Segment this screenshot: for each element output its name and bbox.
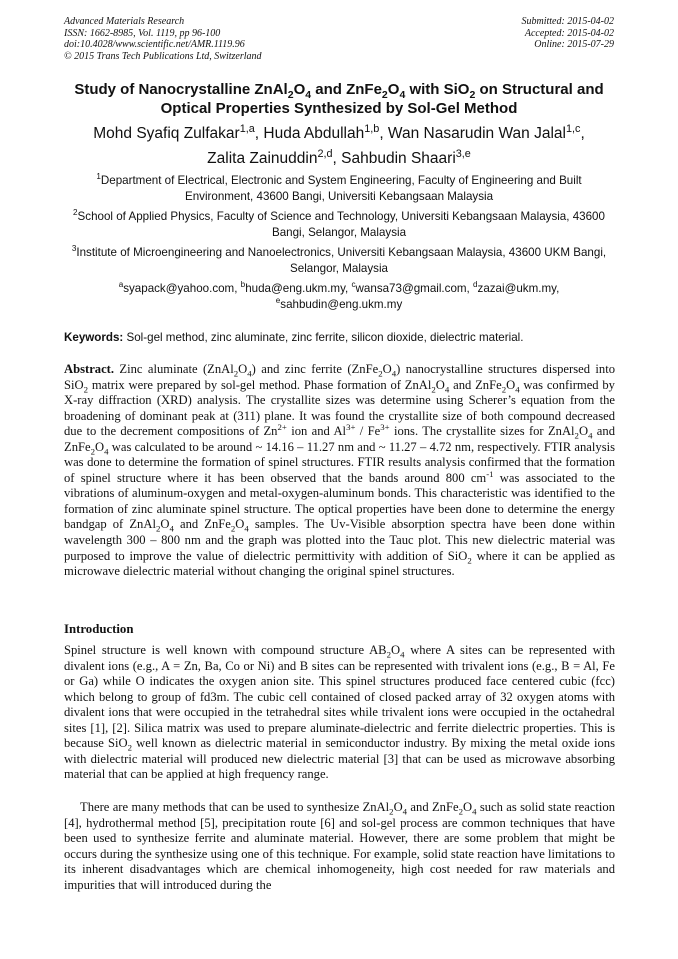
journal-name: Advanced Materials Research: [64, 16, 185, 27]
email-link[interactable]: sahbudin@eng.ukm.my: [280, 297, 403, 311]
keywords-label: Keywords:: [64, 331, 124, 344]
paper-title: Study of Nanocrystalline $ZnAl_2O_4$ and $ZnFe_2O_4$ with SiO$_2$ on Structural and Optical Properties Synthesized by Sol-Gel Method: [74, 81, 604, 117]
email-link[interactable]: huda@eng.ukm.my,: [245, 282, 352, 295]
submitted-date: Submitted: 2015-04-02: [521, 16, 614, 27]
affiliation-2: $^2$School of Applied Physics, Faculty of Science and Technology, Universiti Kebangsaan Malaysia, 43600 Bangi, Selangor, Malaysia: [73, 208, 605, 239]
author-name: , Sahbudin Shaari: [332, 150, 456, 167]
doi[interactable]: doi:10.4028/www.scientific.net/AMR.1119.96: [64, 39, 245, 51]
introduction-heading: Introduction: [64, 622, 134, 636]
author-name: Mohd Syafiq Zulfakar: [93, 125, 240, 142]
affiliation-3: $^3$Institute of Microengineering and Nanoelectronics, Universiti Kebangsaan Malaysia, 43600 UKM Bangi, Selangor, Malaysia: [71, 244, 607, 275]
keywords-text: Sol-gel method, zinc aluminate, zinc ferrite, silicon dioxide, dielectric material.: [123, 331, 524, 344]
email-link[interactable]: syapack@yahoo.com,: [123, 282, 241, 295]
keywords: [64, 330, 624, 345]
online-date: Online: 2015-07-29: [534, 39, 614, 51]
author-name: Zalita Zainuddin: [207, 150, 318, 167]
issn-volume: ISSN: 1662-8985, Vol. 1119, pp 96-100: [64, 27, 221, 39]
author-emails: $^a$syapack@yahoo.com, $^b$huda@eng.ukm.my, $^c$wansa73@gmail.com, $^d$zazai@ukm.my, $^e$sahbudin@eng.ukm.my: [118, 280, 560, 311]
copyright: © 2015 Trans Tech Publications Ltd, Switzerland: [64, 50, 262, 62]
introduction-paragraph-2: There are many methods that can be used to synthesize $ZnAl_2O_4$ and $ZnFe_2O_4$ such as solid state reaction [4], hydrothermal method [5], precipitation route [6] and sol-gel process are common techniques that have been used to synthesize ferrite and aluminate material. However, there are some problem that might be occurs during the synthesize using one of this technique. For example, solid state reaction have limitations to its inherent disadvantages which are chemical inhomogeneity, high cost needed for raw materials and impurities that will introduced during the: [64, 800, 615, 892]
email-link[interactable]: zazai@ukm.my,: [477, 282, 560, 295]
introduction-paragraph-1: Spinel structure is well known with compound structure $AB_2O_4$ where A sites can be represented with divalent ions (e.g., A = Zn, Ba, Co or Ni) and B sites can be represented with trivalent ions (e.g., B = Al, Fe or Ga) while O indicates the oxygen anion site. This spinel structures produced face centered cubic (fcc) which belong to group of fd3m. The cubic cell contained of closed packed array of 32 oxygen atoms with divalent ions that were occupied in the tetrahedral sites while trivalent ions were occupied in the octahedral sites [1], [2]. Silica matrix was used to prepare aluminate-dielectric and ferrite dielectric properties. This is because SiO$_2$ well known as dielectric material in semiconductor industry. By mixing the metal oxide ions with dielectric material will produced new dielectric material [3] that can be used as microwave absorbing material that can be applied at high frequency range.: [64, 643, 616, 782]
author-list: Mohd Syafiq Zulfakar$^{1,a}$, Huda Abdullah$^{1,b}$, Wan Nasarudin Wan Jalal$^{1,c}$, Zalita Zainuddin$^{2,d}$, Sahbudin Shaari$^{3,e}$: [93, 122, 585, 167]
abstract: Abstract. Zinc aluminate $(ZnAl_2O_4)$ and zinc ferrite $(ZnFe_2O_4)$ nanocrystalline structures dispersed into SiO$_2$ matrix were prepared by sol-gel method. Phase formation of $ZnAl_2O_4$ and $ZnFe_2O_4$ was confirmed by X-ray diffraction (XRD) analysis. The crystallite sizes was determine using Scherer’s equation from the broadening of dominant peak at (311) plane. It was found the crystallite size of both compound decreased due to the decrement compositions of $Zn^{2+}$ ion and $Al^{3+} / Fe^{3+}$ ions. The crystallite sizes for $ZnAl_2O_4$ and $ZnFe_2O_4$ was calculated to be around ~ 14.16 – 11.27 nm and ~ 11.27 – 4.72 nm, respectively. FTIR analysis was done to determine the formation of spinel structures. FTIR results analysis confirmed that the formation of spinel structure where it has been observed that the bands around 800 $cm^{-1}$ was associated to the vibrations of aluminum-oxygen and metal-oxygen-aluminum bonds. This characteristic was identified to the formation of zinc aluminate spinel structure. The optical properties have been done to determine the energy bandgap of $ZnAl_2O_4$ and $ZnFe_2O_4$ samples. The Uv-Visible absorption spectra have been done within wavelength 300 – 800 nm and the graph was plotted into the Tauc plot. This new dielectric material was purposed to improve the value of dielectric permittivity with addition of SiO$_2$ where it can be applied as microwave dielectric material without changing the original spinel structures.: [64, 362, 615, 579]
journal-header-right: [522, 16, 615, 51]
abstract-label: Abstract.: [64, 362, 115, 376]
affiliation-1: $^1$Department of Electrical, Electronic and System Engineering, Faculty of Engineering and Built Environment, 43600 Bangi, Universiti Kebangsaan Malaysia: [96, 172, 582, 203]
author-name: , Wan Nasarudin Wan Jalal: [379, 125, 566, 142]
journal-header-left: [64, 16, 262, 62]
accepted-date: Accepted: 2015-04-02: [524, 27, 614, 39]
author-name: , Huda Abdullah: [254, 125, 365, 142]
email-link[interactable]: wansa73@gmail.com,: [355, 282, 473, 295]
